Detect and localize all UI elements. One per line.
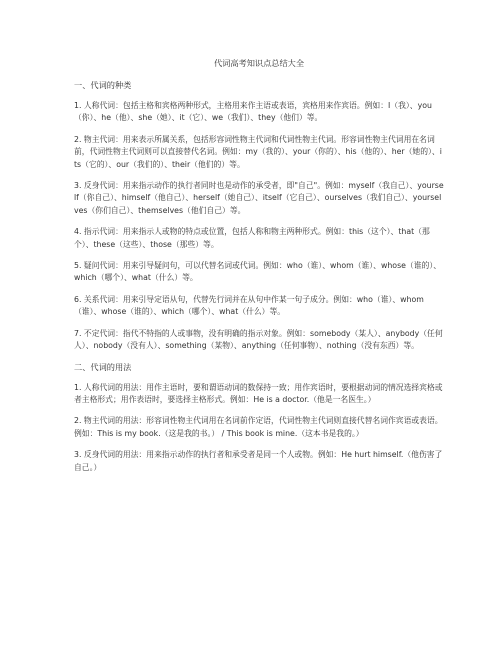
section-heading: 一、代词的种类 — [74, 80, 132, 90]
paragraph: 5. 疑问代词：用来引导疑问句，可以代替名词或代词。例如：who（谁）、whom（谁）、whose（谁的）、which（哪个）、what（什么）等。 — [74, 261, 442, 283]
paragraph: 2. 物主代词：用来表示所属关系，包括形容词性物主代词和代词性物主代词。形容词性物主代词用在名词前，代词性物主代词则可以直接替代名词。例如：my（我的）、your（你的）、his（他的）、her（她的）、its（它的）、our（我们的）、their（他们的）等。 — [74, 134, 442, 169]
paragraph: 3. 反身代词的用法：用来指示动作的执行者和承受者是同一个人或物。例如：He hurt himself.（他伤害了自己。） — [74, 450, 443, 472]
section-usage — [74, 362, 444, 474]
paragraph: 3. 反身代词：用来指示动作的执行者同时也是动作的承受者，即"自己"。例如：myself（我自己）、yourself（你自己）、himself（他自己）、herself（她自己）、itself（它自己）、ourselves（我们自己）、yourselves（你们自己）、themselves（他们自己）等。 — [74, 181, 444, 215]
paragraph: 1. 人称代词：包括主格和宾格两种形式，主格用来作主语或表语，宾格用来作宾语。例如：I（我）、you（你）、he（他）、she（她）、it（它）、we（我们）、they（他们）等。 — [74, 101, 432, 123]
document-title: 代词高考知识点总结大全 — [213, 58, 305, 68]
section-types — [74, 80, 444, 353]
paragraph: 4. 指示代词：用来指示人或物的特点或位置，包括人称和物主两种形式。例如：this（这个）、that（那个）、these（这些）、those（那些）等。 — [74, 227, 430, 249]
section-heading: 二、代词的用法 — [74, 361, 132, 372]
paragraph: 1. 人称代词的用法：用作主语时，要和谓语动词的数保持一致；用作宾语时，要根据动词的情况选择宾格或者主格形式；用作表语时，要选择主格形式。例如：He is a doctor.（他是一名医生。） — [74, 382, 443, 404]
paragraph: 6. 关系代词：用来引导定语从句，代替先行词并在从句中作某一句子成分。例如：who（谁）、whom（谁）、whose（谁的）、which（哪个）、what（什么）等。 — [74, 294, 424, 317]
paragraph: 2. 物主代词的用法：形容词性物主代词用在名词前作定语，代词性物主代词则直接代替名词作宾语或表语。例如：This is my book.（这是我的书。） / This book is mine.（这本书是我的。） — [74, 416, 443, 438]
paragraph: 7. 不定代词：指代不特指的人或事物，没有明确的指示对象。例如：somebody（某人）、anybody（任何人）、nobody（没有人）、something（某物）、anything（任何事物）、nothing（没有东西）等。 — [74, 328, 443, 351]
